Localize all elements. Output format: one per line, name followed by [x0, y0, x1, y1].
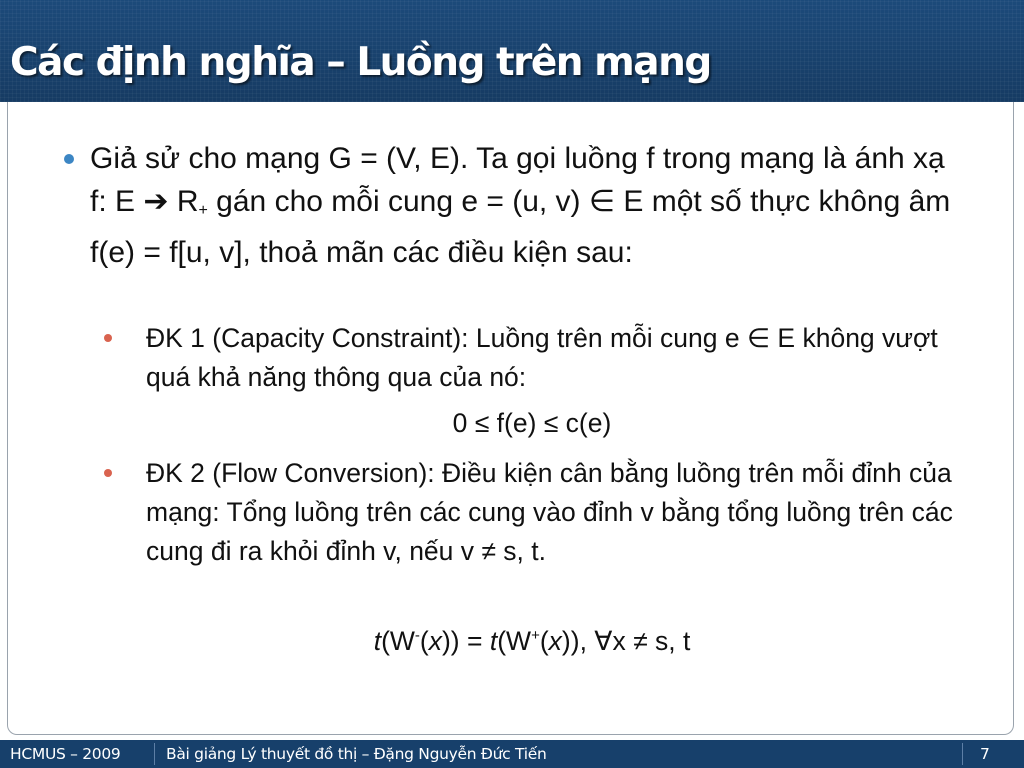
formula-part: t [373, 626, 382, 656]
bullet-dot [104, 334, 112, 342]
condition-1-text: E không vượt quá khả năng thông qua của nó: [146, 323, 938, 392]
capacity-formula: 0 ≤ f(e) ≤ c(e) [452, 408, 612, 438]
slide-title: Các định nghĩa – Luồng trên mạng [10, 40, 711, 85]
condition-2-text: s, t. [495, 536, 547, 566]
formula-part: ( [539, 626, 549, 656]
intro-text: gán cho mỗi cung e = (u, v) [207, 184, 589, 218]
formula-part: (W [497, 626, 532, 656]
formula-part: + [531, 627, 540, 644]
formula-part: )) [441, 626, 467, 656]
formula-part: x [428, 626, 442, 656]
arrow-icon: ➔ [143, 184, 169, 218]
condition-1-text: ĐK 1 (Capacity Constraint): Luồng trên mỗi cung e [146, 323, 747, 353]
intro-paragraph [90, 138, 960, 275]
condition-1 [146, 319, 956, 397]
footer-page-number: 7 [980, 745, 990, 763]
footer-bar [0, 740, 1024, 768]
intro-text: Giả sử cho mạng G = (V, E). Ta gọi luồng f trong mạng là ánh xạ f: E [90, 142, 945, 218]
footer-divider [154, 743, 155, 765]
subscript-plus: + [198, 201, 208, 219]
not-equal-symbol: ≠ [481, 536, 496, 566]
formula-part: = [467, 626, 483, 656]
formula-part: ( [419, 626, 429, 656]
element-of-symbol: ∈ [588, 184, 616, 218]
formula-part: (W [381, 626, 415, 656]
condition-2-text: ĐK 2 (Flow Conversion): Điều kiện cân bằng luồng trên mỗi đỉnh của mạng: Tổng luồng trên các cung vào đỉnh v bằng tổng luồng trên các cung đi ra khỏi đỉnh v, nếu v [146, 458, 953, 566]
intro-text: R [168, 184, 199, 218]
intro-text: E một số thực không âm f(e) = f[u, v], thoả mãn các điều kiện sau: [90, 184, 951, 269]
formula-part: )), [561, 626, 595, 656]
forall-symbol: ∀ [594, 626, 613, 656]
footer-divider [962, 743, 963, 765]
bullet-dot [104, 469, 112, 477]
formula-part: - [414, 627, 420, 644]
not-equal-symbol: ≠ [633, 626, 648, 656]
formula-part: s, t [647, 626, 691, 656]
element-of-symbol: ∈ [746, 323, 771, 353]
conservation-formula [0, 626, 1024, 657]
footer-course: Bài giảng Lý thuyết đồ thị – Đặng Nguyễn Đức Tiến [166, 745, 547, 763]
footer-org: HCMUS – 2009 [10, 745, 121, 763]
formula-part: x [612, 626, 634, 656]
condition-2 [146, 454, 956, 571]
bullet-dot [64, 154, 74, 164]
formula-part: x [548, 626, 562, 656]
formula-part: t [489, 626, 498, 656]
formula-part [482, 626, 489, 656]
